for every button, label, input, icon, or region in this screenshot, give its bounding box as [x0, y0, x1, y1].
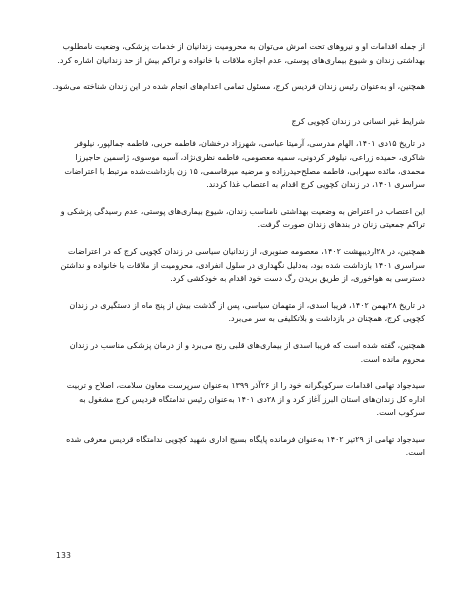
paragraph-9: سیدجواد تهامی از ۲۹تیر ۱۴۰۲ به‌عنوان فرمانده پایگاه بسیج اداری شهید کچویی ندامتگاه قردیس معرفی شده است. — [66, 434, 425, 458]
paragraph-2: همچنین، او به‌عنوان رئیس زندان قردیس کرج، مسئول تمامی اعدام‌های انجام شده در این زندان شناخته می‌شود. — [52, 82, 425, 92]
page-number: 133 — [56, 551, 72, 560]
paragraph-8: سیدجواد تهامی اقدامات سرکوبگرانه خود را از ۲۶آذر ۱۳۹۹ به‌عنوان سرپرست معاون سلامت، اصلاح و تربیت اداره کل زندان‌های استان البرز آغاز کرد و از ۲۸دی ۱۴۰۱ به‌عنوان رئیس ندامتگاه قردیس کرج مشغول به سرکوب است. — [66, 381, 425, 418]
section-heading: شرایط غیر انسانی در زندان کچویی کرج — [291, 116, 425, 126]
paragraph-6: در تاریخ ۲۸بهمن ۱۴۰۲، فریبا اسدی، از متهمان سیاسی، پس از گذشت بیش از پنج ماه از دستگیری در زندان کچویی کرج، همچنان در بازداشت و بلاتکلیفی به سر می‌برد. — [69, 300, 425, 324]
paragraph-5: همچنین، در ۲۸اردیبهشت ۱۴۰۲، معصومه صنوبری، از زندانیان سیاسی در زندان کچویی کرج که در اعتراضات سراسری ۱۴۰۱ بازداشت شده بود، به‌دلیل نگهداری در سلول انفرادی، محرومیت از ملاقات با خانواده و نداشتن دسترسی به هواخوری، از طریق بریدن رگ دست خود اقدام به خودکشی کرد. — [60, 246, 425, 284]
document-body — [50, 40, 425, 460]
paragraph-3: در تاریخ ۱۵دی ۱۴۰۱، الهام مدرسی، آرمیتا عباسی، شهرزاد درخشان، فاطمه حربی، فاطمه جمالپور، نیلوفر شاکری، حمیده زراعی، نیلوفر کردونی، سمیه معصومی، فاطمه نظری‌نژاد، آسیه موسوی، ژاسمین حاجیرزا محمدی، مائده سهرابی، فاطمه مصلح‌حیدرزاده و مرضیه میرقاسمی، ۱۵ زن بازداشت‌شده مرتبط با اعتراضات سراسری ۱۴۰۱، در زندان کچویی کرج اقدام به اعتصاب غذا کردند. — [64, 139, 425, 190]
paragraph-7: همچنین، گفته شده است که فریبا اسدی از بیماری‌های قلبی رنج می‌برد و از درمان پزشکی مناسب در زندان محروم مانده است. — [69, 340, 425, 364]
paragraph-1: از جمله اقدامات او و نیروهای تحت امرش می‌توان به محرومیت زندانیان از خدمات پزشکی، وضعیت نامطلوب بهداشتی زندان و شیوع بیماری‌های پوستی، عدم اجازه ملاقات با خانواده و تراکم بیش از حد زندانیان اشاره کرد. — [57, 42, 425, 65]
paragraph-4: این اعتصاب در اعتراض به وضعیت بهداشتی نامناسب زندان، شیوع بیماری‌های پوستی، عدم رسیدگی پزشکی و تراکم جمعیتی زنان در بندهای زندان صورت گرفت. — [60, 206, 425, 230]
